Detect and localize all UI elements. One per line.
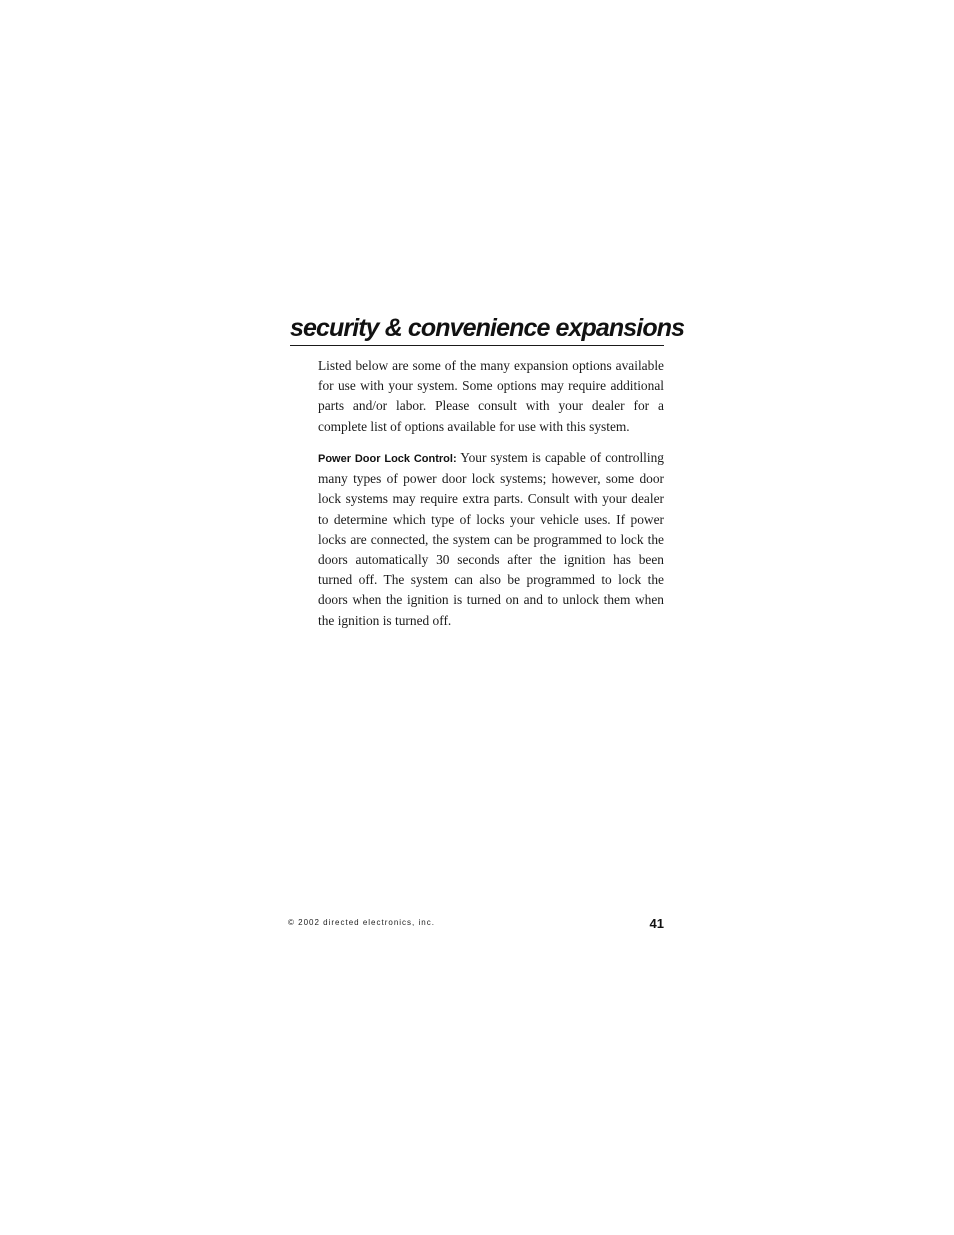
copyright-notice: © 2002 directed electronics, inc. [288,918,435,927]
power-door-lock-paragraph [318,448,664,631]
power-door-lock-label: Power Door Lock Control: [318,453,457,465]
page-number: 41 [649,916,664,931]
intro-paragraph: Listed below are some of the many expansion options available for use with your system. Some options may require additional parts and/or labor. Please consult with your dealer for a complete list of options available for use with this system. [318,358,664,434]
section-heading: security & convenience expansions [290,314,685,342]
section-heading-container [290,312,685,346]
power-door-lock-text: Your system is capable of controlling many types of power door lock systems; however, some door lock systems may require extra parts. Consult with your dealer to determine which type of locks your vehicle uses. If power locks are connected, the system can be programmed to lock the doors automatically 30 seconds after the ignition has been turned off. The system can also be programmed to lock the doors when the ignition is turned on and to unlock them when the ignition is turned off. [318,450,664,628]
